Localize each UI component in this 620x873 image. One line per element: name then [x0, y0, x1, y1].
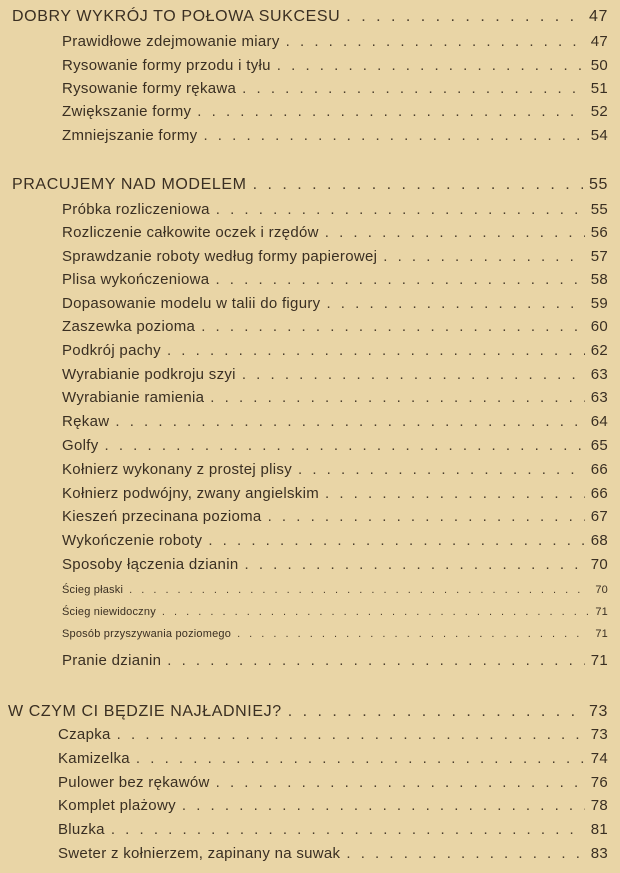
toc-entry	[62, 80, 608, 100]
page-number: 58	[590, 271, 608, 288]
page-number: 63	[590, 389, 608, 406]
dot-leader	[298, 461, 585, 478]
dot-leader	[216, 201, 585, 218]
page-number: 70	[590, 556, 608, 573]
entry-label: Sprawdzanie roboty według formy papierowej	[62, 248, 378, 265]
toc-entry	[58, 726, 608, 746]
entry-label: Pulower bez rękawów	[58, 774, 210, 791]
toc-entry	[62, 485, 608, 505]
page-number: 64	[590, 413, 608, 430]
page-number: 74	[590, 750, 608, 767]
dot-leader	[346, 8, 583, 26]
dot-leader	[197, 103, 584, 120]
toc-subentry	[62, 606, 608, 622]
page-number: 47	[589, 8, 608, 25]
entry-label: Golfy	[62, 437, 99, 454]
section-title: PRACUJEMY NAD MODELEM	[12, 176, 247, 193]
page-number: 65	[590, 437, 608, 454]
toc-entry	[62, 33, 608, 53]
section-title: DOBRY WYKRÓJ TO POŁOWA SUKCESU	[12, 8, 341, 25]
toc-entry	[62, 366, 608, 386]
entry-label: Plisa wykończeniowa	[62, 271, 210, 288]
toc-entry	[62, 271, 608, 291]
toc-entry	[62, 413, 608, 433]
toc-entry	[62, 201, 608, 221]
entry-label: Podkrój pachy	[62, 342, 161, 359]
toc-entry	[62, 342, 608, 362]
section-title: W CZYM CI BĘDZIE NAJŁADNIEJ?	[8, 703, 282, 720]
dot-leader	[182, 797, 585, 814]
toc-entry	[58, 821, 608, 841]
page-number: 70	[595, 584, 608, 596]
page-number: 55	[589, 176, 608, 193]
dot-leader	[288, 703, 583, 721]
entry-label: Sposoby łączenia dzianin	[62, 556, 239, 573]
dot-leader	[167, 342, 585, 359]
entry-label: Kieszeń przecinana pozioma	[62, 508, 262, 525]
dot-leader	[325, 485, 585, 502]
entry-label: Rysowanie formy przodu i tyłu	[62, 57, 271, 74]
dot-leader	[162, 606, 589, 618]
dot-leader	[325, 224, 585, 241]
toc-entry	[62, 103, 608, 123]
page-number: 78	[590, 797, 608, 814]
dot-leader	[129, 584, 589, 596]
page-number: 57	[590, 248, 608, 265]
page-number: 54	[590, 127, 608, 144]
entry-label: Rozliczenie całkowite oczek i rzędów	[62, 224, 319, 241]
dot-leader	[268, 508, 585, 525]
entry-label: Kamizelka	[58, 750, 130, 767]
entry-label: Rękaw	[62, 413, 110, 430]
entry-label: Kołnierz podwójny, zwany angielskim	[62, 485, 320, 502]
toc-section-heading	[12, 8, 608, 28]
dot-leader	[111, 821, 585, 838]
dot-leader	[201, 318, 585, 335]
entry-label: Próbka rozliczeniowa	[62, 201, 210, 218]
toc-entry	[62, 57, 608, 77]
toc-subentry	[62, 584, 608, 600]
page-number: 50	[590, 57, 608, 74]
dot-leader	[117, 726, 585, 743]
entry-label: Bluzka	[58, 821, 105, 838]
toc-subentry	[62, 628, 608, 644]
toc-entry	[62, 295, 608, 315]
toc-section-heading	[12, 176, 608, 196]
entry-label: Wyrabianie ramienia	[62, 389, 205, 406]
toc-entry	[62, 652, 608, 672]
toc-entry	[58, 774, 608, 794]
page-number: 56	[590, 224, 608, 241]
dot-leader	[203, 127, 584, 144]
page-number: 81	[590, 821, 608, 838]
entry-label: Komplet plażowy	[58, 797, 176, 814]
dot-leader	[115, 413, 584, 430]
page-number: 67	[590, 508, 608, 525]
dot-leader	[208, 532, 584, 549]
dot-leader	[253, 176, 583, 194]
page-number: 68	[590, 532, 608, 549]
entry-label: Pranie dzianin	[62, 652, 162, 669]
entry-label: Ścieg niewidoczny	[62, 606, 156, 618]
page-number: 71	[590, 652, 608, 669]
dot-leader	[242, 366, 585, 383]
page-number: 59	[590, 295, 608, 312]
entry-label: Zwiększanie formy	[62, 103, 192, 120]
toc-entry	[62, 224, 608, 244]
toc-entry	[62, 318, 608, 338]
page-number: 83	[590, 845, 608, 862]
page-number: 55	[590, 201, 608, 218]
entry-label: Zaszewka pozioma	[62, 318, 196, 335]
toc-entry	[62, 461, 608, 481]
page-number: 66	[590, 461, 608, 478]
entry-label: Sposób przyszywania poziomego	[62, 628, 232, 640]
dot-leader	[346, 845, 584, 862]
dot-leader	[136, 750, 585, 767]
page-number: 47	[590, 33, 608, 50]
dot-leader	[216, 774, 585, 791]
entry-label: Prawidłowe zdejmowanie miary	[62, 33, 280, 50]
entry-label: Czapka	[58, 726, 111, 743]
toc-entry	[62, 508, 608, 528]
entry-label: Rysowanie formy rękawa	[62, 80, 237, 97]
toc-section-heading	[8, 703, 608, 723]
toc-entry	[62, 389, 608, 409]
toc-entry	[58, 845, 608, 865]
dot-leader	[244, 556, 584, 573]
page-number: 66	[590, 485, 608, 502]
page-number: 62	[590, 342, 608, 359]
toc-entry	[58, 750, 608, 770]
dot-leader	[277, 57, 585, 74]
toc-entry	[58, 797, 608, 817]
page-number: 51	[590, 80, 608, 97]
page-number: 73	[589, 703, 608, 720]
toc-entry	[62, 127, 608, 147]
dot-leader	[210, 389, 584, 406]
dot-leader	[326, 295, 584, 312]
page-number: 63	[590, 366, 608, 383]
toc-entry	[62, 248, 608, 268]
dot-leader	[242, 80, 585, 97]
entry-label: Kołnierz wykonany z prostej plisy	[62, 461, 292, 478]
dot-leader	[286, 33, 585, 50]
toc-entry	[62, 556, 608, 576]
toc-entry	[62, 437, 608, 457]
entry-label: Ścieg płaski	[62, 584, 124, 596]
toc-entry	[62, 532, 608, 552]
entry-label: Dopasowanie modelu w talii do figury	[62, 295, 321, 312]
dot-leader	[215, 271, 584, 288]
page-number: 73	[590, 726, 608, 743]
entry-label: Wykończenie roboty	[62, 532, 203, 549]
page-number: 60	[590, 318, 608, 335]
page-number: 76	[590, 774, 608, 791]
entry-label: Sweter z kołnierzem, zapinany na suwak	[58, 845, 341, 862]
dot-leader	[383, 248, 584, 265]
page-number: 52	[590, 103, 608, 120]
dot-leader	[167, 652, 584, 669]
entry-label: Wyrabianie podkroju szyi	[62, 366, 236, 383]
page-number: 71	[595, 606, 608, 618]
dot-leader	[105, 437, 585, 454]
page-number: 71	[595, 628, 608, 640]
dot-leader	[237, 628, 589, 640]
entry-label: Zmniejszanie formy	[62, 127, 198, 144]
